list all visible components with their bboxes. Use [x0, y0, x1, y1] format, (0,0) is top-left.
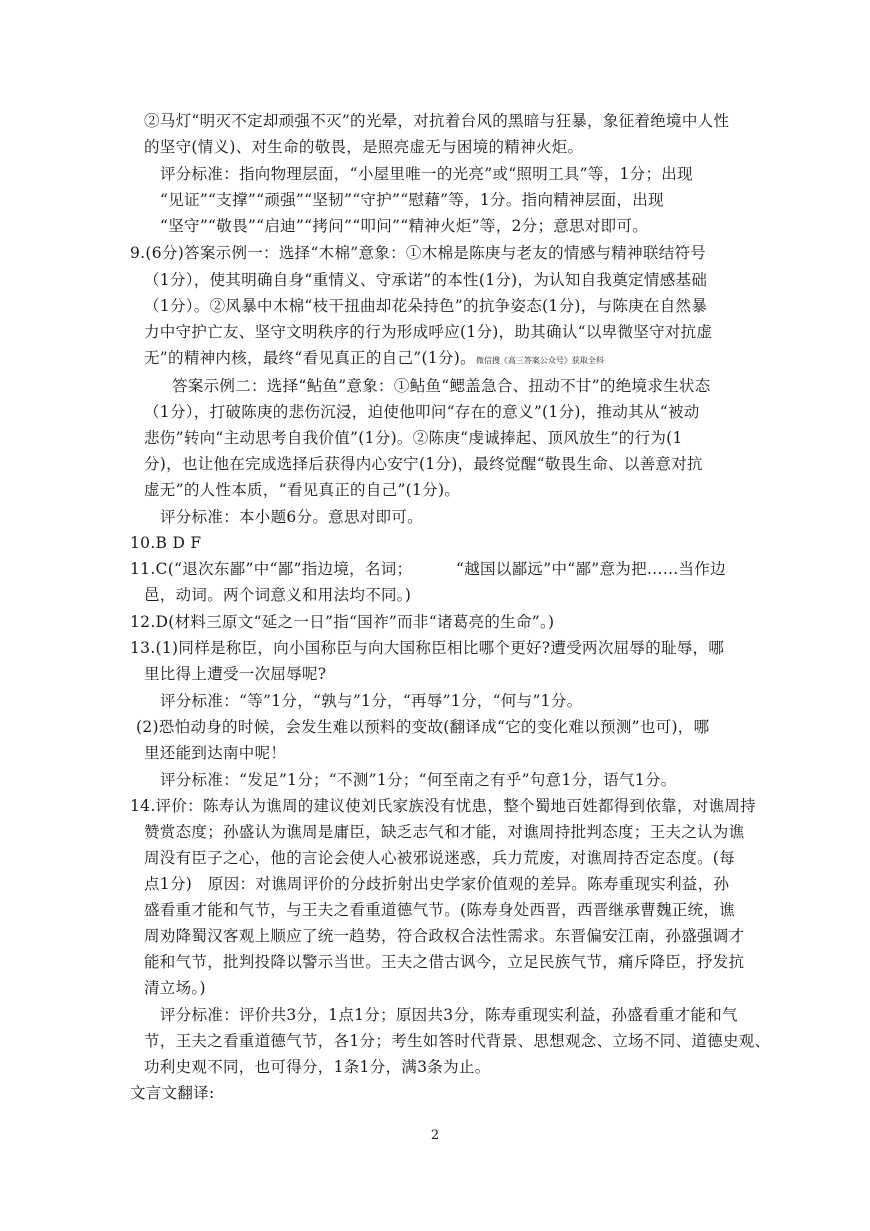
q9-answer-line-3: （1分）。②风暴中木棉“枝干扭曲却花朵持色”的抗争姿态(1分)，与陈庚在自然暴 [144, 297, 708, 315]
q9-answer-line-5-text: 无”的精神内核，最终“看见真正的自己”(1分)。 [144, 349, 476, 367]
q8-answer-line-2: 的坚守(情义)、对生命的敬畏，是照亮虚无与困境的精神火炬。 [144, 138, 584, 156]
q14-answer-line-3: 周没有臣子之心，他的言论会使人心被邪说迷惑，兵力荒废，对谯周持否定态度。(每 [144, 849, 735, 867]
q9-answer-line-5 [144, 348, 604, 371]
q9-answer-line-4: 力中守护亡友、坚守文明秩序的行为形成呼应(1分)，助其确认“以卑微坚守对抗虚 [144, 323, 713, 341]
q9-example2-line-3: 悲伤”转向“主动思考自我价值”(1分)。②陈庚“虔诚捧起、顶风放生”的行为(1 [144, 429, 683, 447]
q14-answer-line-2: 赞赏态度；孙盛认为谯周是庸臣，缺乏志气和才能，对谯周持批判态度；王夫之认为谯 [144, 823, 745, 841]
q14-scoring-line-2: 节，王夫之看重道德气节，各1分；考生如答时代背景、思想观念、立场不同、道德史观、 [144, 1032, 771, 1050]
q13-scoring-1: 评分标准：“等”1分，“孰与”1分，“再辱”1分，“何与”1分。 [160, 692, 583, 710]
q14-scoring-line-3: 功利史观不同，也可得分，1条1分，满3条为止。 [144, 1058, 491, 1076]
q14-answer-line-4: 点1分) 原因：对谯周评价的分歧折射出史学家价值观的差异。陈寿重现实利益，孙 [144, 875, 730, 893]
q8-scoring-line-2: “见证”“支撑”“顽强”“坚韧”“守护”“慰藉”等，1分。指向精神层面，出现 [160, 191, 664, 209]
q8-answer-line-1: ②马灯“明灭不定却顽强不灭”的光晕，对抗着台风的黑暗与狂暴，象征着绝境中人性 [144, 112, 730, 130]
q14-scoring-line-1: 评分标准：评价共3分，1点1分；原因共3分，陈寿重现实利益，孙盛看重才能和气 [160, 1006, 738, 1024]
q13-answer-line-1: 13.(1)同样是称臣，向小国称臣与向大国称臣相比哪个更好?遭受两次屈辱的耻辱，哪 [130, 639, 725, 657]
q9-answer-line-2: （1分），使其明确自身“重情义、守承诺”的本性(1分)，为认知自我奠定情感基础 [144, 271, 708, 289]
q11-answer-line-1b: “越国以鄙远”中“鄙”意为把……当作边 [456, 560, 726, 578]
q14-answer-line-8: 清立场。) [144, 979, 206, 997]
page-number: 2 [430, 1128, 440, 1143]
q13-answer-line-2: 里比得上遭受一次屈辱呢? [144, 665, 327, 683]
q8-scoring-line-1: 评分标准：指向物理层面，“小屋里唯一的光亮”或“照明工具”等，1分；出现 [160, 165, 693, 183]
watermark-text: 微信搜《高三答案公众号》获取全科 [475, 356, 604, 365]
translation-heading: 文言文翻译: [130, 1084, 215, 1102]
q13-scoring-2: 评分标准：“发足”1分；“不测”1分；“何至南之有乎”句意1分，语气1分。 [160, 771, 677, 789]
q9-answer-line-1: 9.(6分)答案示例一：选择“木棉”意象：①木棉是陈庚与老友的情感与精神联结符号 [130, 244, 707, 262]
q13-answer-line-3: (2)恐怕动身的时候，会发生难以预料的变故(翻译成“它的变化难以预测”也可)，哪 [136, 718, 710, 736]
q11-answer-line-1a: 11.C(“退次东鄙”中“鄙”指边境，名词； [130, 560, 413, 578]
q14-answer-line-6: 周劝降蜀汉客观上顺应了统一趋势，符合政权合法性需求。东晋偏安江南，孙盛强调才 [144, 927, 745, 945]
q14-answer-line-1: 14.评价：陈寿认为谯周的建议使刘氏家族没有忧患，整个蜀地百姓都得到依靠，对谯周持 [130, 797, 756, 815]
q9-example2-line-1: 答案示例二：选择“鲇鱼”意象：①鲇鱼“鳃盖急合、扭动不甘”的绝境求生状态 [172, 377, 711, 395]
q9-example2-line-4: 分)，也让他在完成选择后获得内心安宁(1分)，最终觉醒“敬畏生命、以善意对抗 [144, 455, 703, 473]
q9-example2-line-2: （1分），打破陈庚的悲伤沉浸，迫使他叩问“存在的意义”(1分)，推动其从“被动 [144, 403, 700, 421]
q14-answer-line-5: 盛看重才能和气节，与王夫之看重道德气节。(陈寿身处西晋，西晋继承曹魏正统，谯 [144, 901, 735, 919]
q14-answer-line-7: 能和气节，批判投降以警示当世。王夫之借古讽今，立足民族气节，痛斥降臣，抒发抗 [144, 953, 745, 971]
q9-scoring: 评分标准：本小题6分。意思对即可。 [160, 508, 423, 526]
q9-example2-line-5: 虚无”的人性本质，“看见真正的自己”(1分)。 [144, 481, 461, 499]
q8-scoring-line-3: “坚守”“敬畏”“启迪”“拷问”“叩问”“精神火炬”等，2分；意思对即可。 [160, 217, 649, 235]
q12-answer: 12.D(材料三原文“延之一日”指“国祚”而非“诸葛亮的生命”。) [130, 613, 555, 631]
q11-answer-line-2: 邑，动词。两个词意义和用法均不同。) [144, 586, 412, 604]
q10-answer: 10.B D F [130, 534, 202, 552]
q13-answer-line-4: 里还能到达南中呢！ [144, 744, 287, 762]
